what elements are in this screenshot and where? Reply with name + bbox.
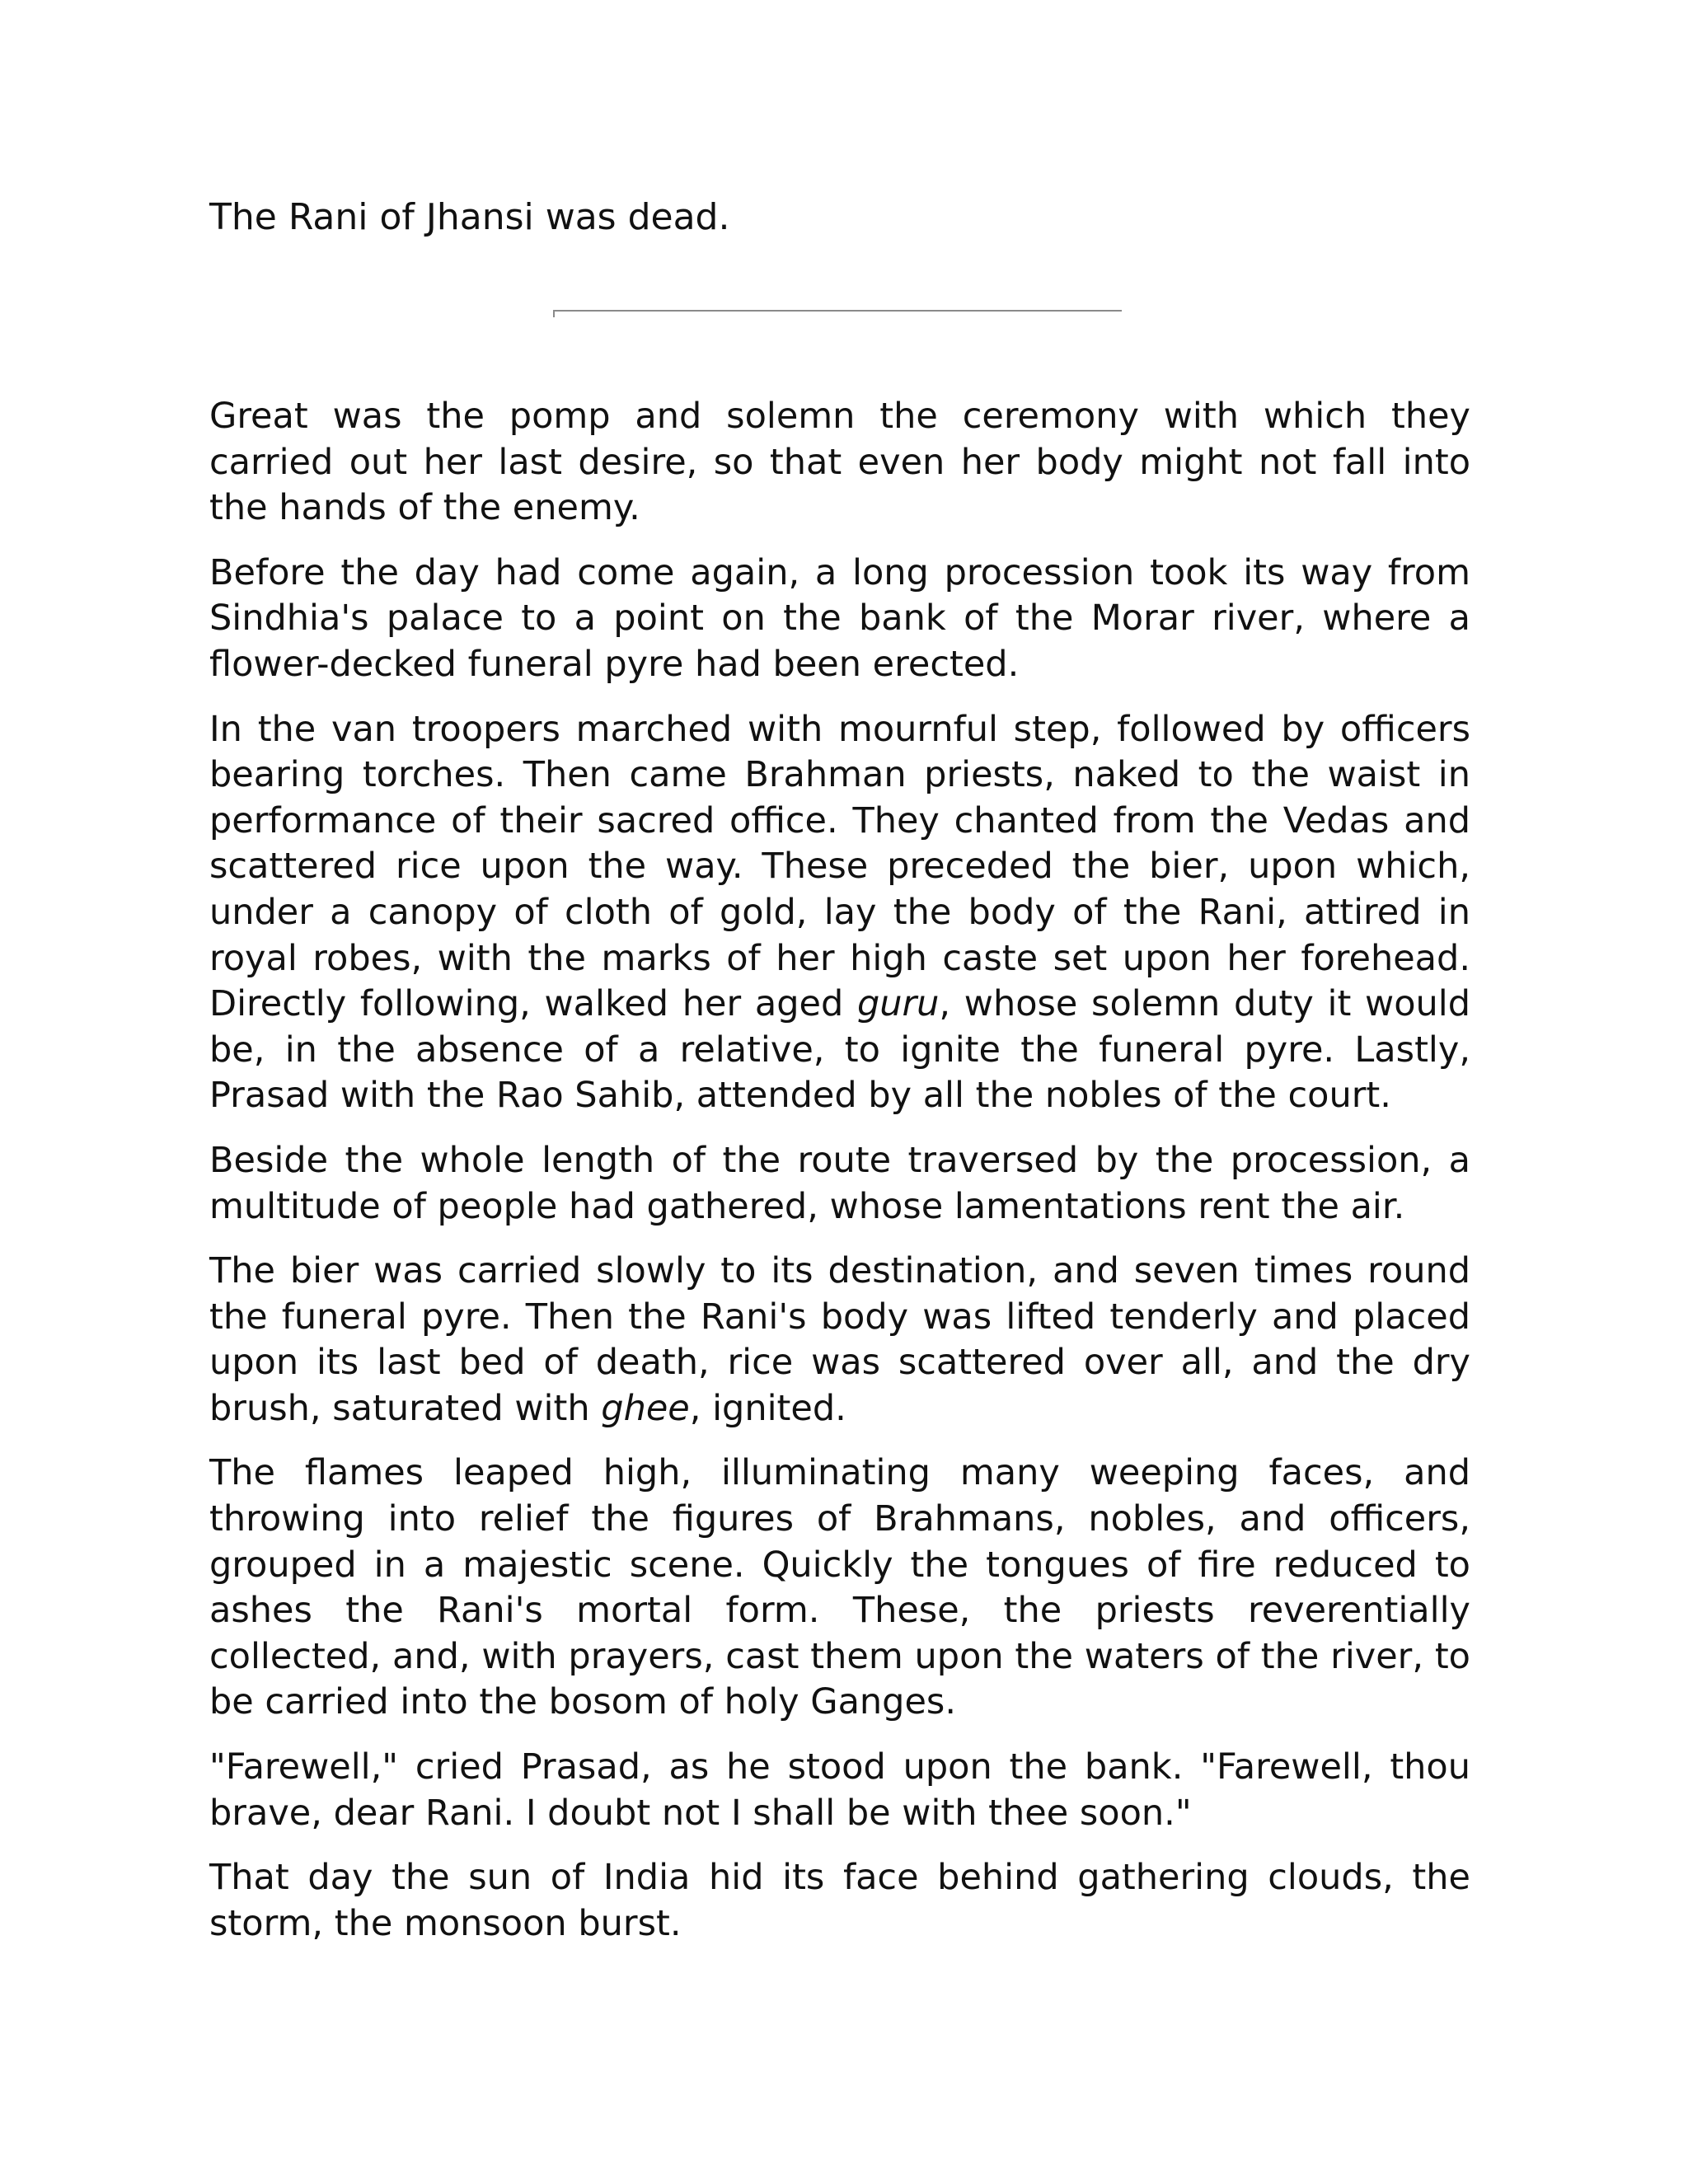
document-page (209, 194, 1470, 1966)
paragraph-8: That day the sun of India hid its face behind gathering clouds, the storm, the monsoon burst. (209, 1857, 1470, 1944)
paragraph-3-part-2: , whose solemn duty it would be, in the absence of a relative, to ignite the funeral pyre. Lastly, Prasad with the Rao Sahib, attended by all the nobles of the court. (209, 983, 1470, 1117)
ghee-term: ghee (601, 1387, 690, 1429)
paragraph-4: Beside the whole length of the route traversed by the procession, a multitude of people had gathered, whose lamentations rent the air. (209, 1139, 1470, 1227)
paragraph-5-part-2: , ignited. (689, 1387, 846, 1429)
paragraph-7: "Farewell," cried Prasad, as he stood upon the bank. "Farewell, thou brave, dear Rani. I doubt not I shall be with thee soon." (209, 1746, 1470, 1834)
paragraph-3-part-1: In the van troopers marched with mournful step, followed by officers bearing torches. Then came Brahman priests, naked to the waist in performance of their sacred office. They chanted from the Vedas and scattered rice upon the way. These preceded the bier, upon which, under a canopy of cloth of gold, lay the body of the Rani, attired in royal robes, with the marks of her high caste set upon her forehead. Directly following, walked her aged (209, 708, 1470, 1025)
body-text (209, 394, 1470, 1947)
paragraph-3 (209, 707, 1470, 1119)
guru-term: guru (856, 983, 940, 1025)
paragraph-2: Before the day had come again, a long procession took its way from Sindhia's palace to a point on the bank of the Morar river, where a flower-decked funeral pyre had been erected. (209, 551, 1470, 685)
paragraph-5 (209, 1249, 1470, 1432)
section-divider (553, 310, 1122, 312)
opening-line: The Rani of Jhansi was dead. (209, 196, 730, 238)
paragraph-6: The flames leaped high, illuminating many weeping faces, and throwing into relief the figures of Brahmans, nobles, and officers, grouped in a majestic scene. Quickly the tongues of fire reduced to ashes the Rani's mortal form. These, the priests reverentially collected, and, with prayers, cast them upon the waters of the river, to be carried into the bosom of holy Ganges. (209, 1452, 1470, 1723)
paragraph-1: Great was the pomp and solemn the ceremony with which they carried out her last desire, so that even her body might not fall into the hands of the enemy. (209, 396, 1470, 529)
paragraph-5-part-1: The bier was carried slowly to its destination, and seven times round the funeral pyre. Then the Rani's body was lifted tenderly and placed upon its last bed of death, rice was scattered over all, and the dry brush, saturated with (209, 1250, 1470, 1429)
